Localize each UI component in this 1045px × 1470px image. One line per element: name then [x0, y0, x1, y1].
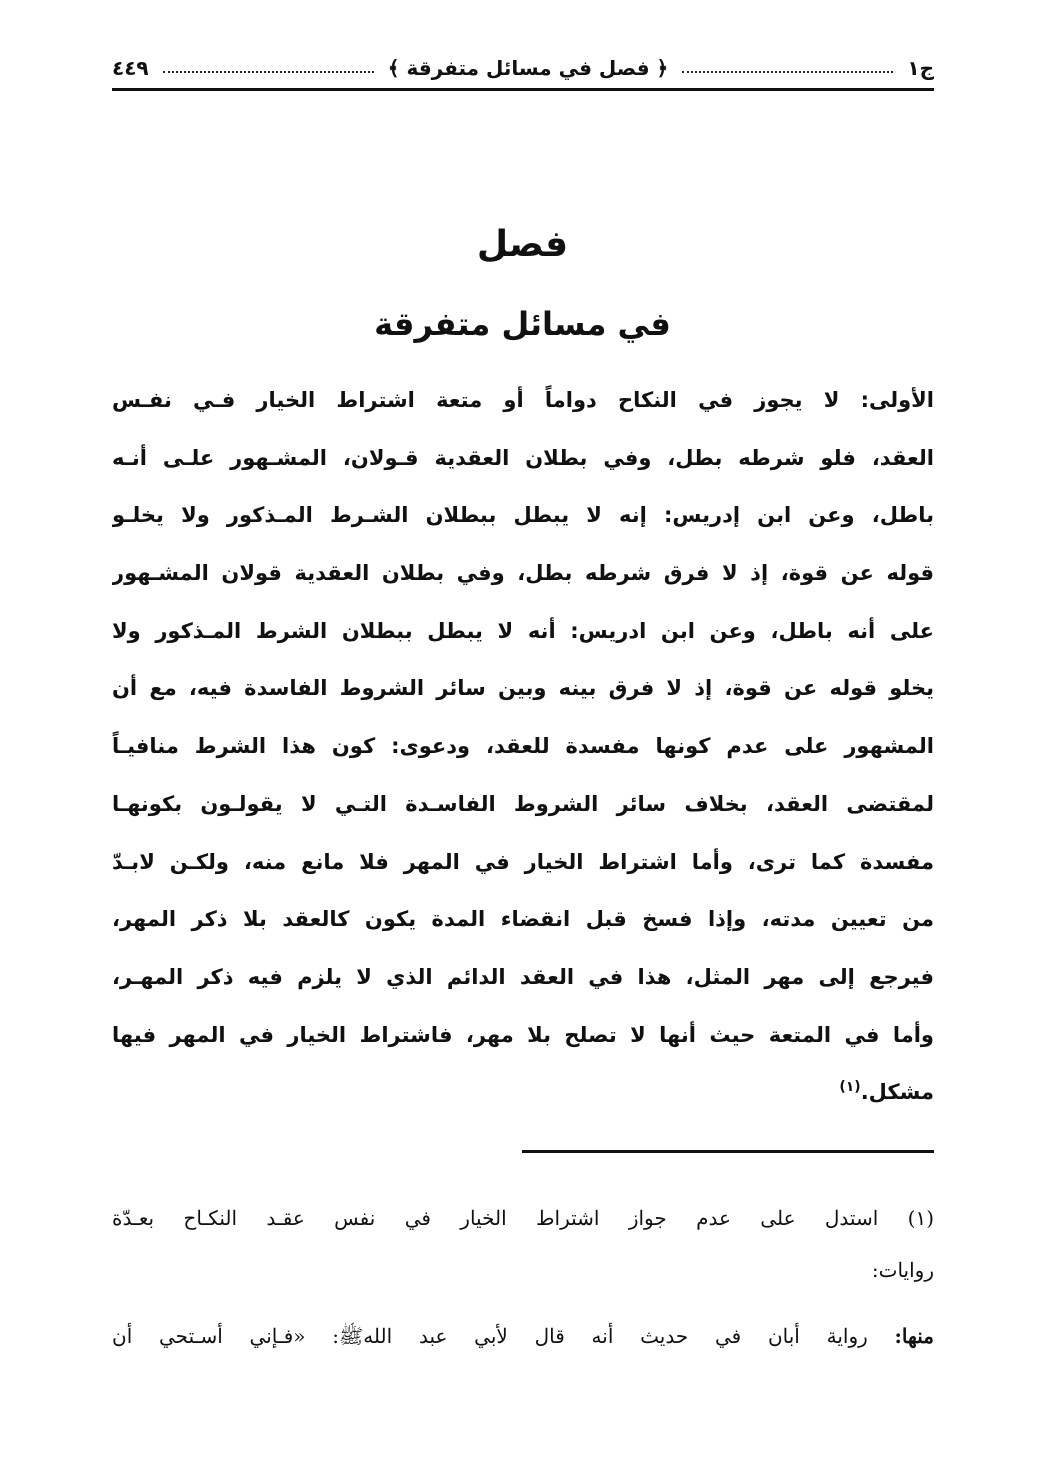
- body-line: لمقتضى العقد، بخلاف سائر الشروط الفاسـدة التـي لا يقولـون بكونهـا: [112, 791, 934, 816]
- header-chapter-title: ﴿ فصل في مسائل متفرقة ﴾: [387, 56, 669, 80]
- page-number: ٤٤٩: [112, 56, 149, 80]
- section-heading: فصل: [476, 224, 569, 265]
- body-line-text: لا يجوز في النكاح دواماً أو متعة اشتراط الخيار فـي نفـس: [112, 388, 840, 412]
- header-dotted-leader: [682, 71, 893, 73]
- running-header: [112, 48, 934, 91]
- footnote-separator: [522, 1150, 934, 1153]
- body-line: على أنه باطل، وعن ابن ادريس: أنه لا يبطل ببطلان الشرط المـذكور ولا: [112, 618, 934, 643]
- body-line: فيرجع إلى مهر المثل، هذا في العقد الدائم الذي لا يلزم فيه ذكر المهـر،: [112, 964, 934, 989]
- footnote-line: روايات:: [871, 1258, 934, 1282]
- footnote-line: (١) استدل على عدم جواز اشتراط الخيار في نفس عقـد النكـاح بعـدّة: [112, 1206, 934, 1230]
- body-line: [112, 1064, 934, 1122]
- body-line: المشهور على عدم كونها مفسدة للعقد، ودعوى: كون هذا الشرط منافيـاً: [112, 734, 934, 759]
- main-body-text: [112, 372, 934, 1122]
- section-subtitle: في مسائل متفرقة: [374, 305, 671, 343]
- footnote-marker: (١): [839, 1079, 861, 1096]
- body-last-line: مشكل.: [860, 1080, 934, 1105]
- body-line: باطل، وعن ابن إدريس: إنه لا يبطل ببطلان الشـرط المـذكور ولا يخلـو: [112, 503, 934, 528]
- footnote-line-text: رواية أبان في حديث أنه قال لأبي عبد اللهﷺ: «فـإني أسـتحي أن: [112, 1324, 868, 1348]
- body-line: وأما في المتعة حيث أنها لا تصلح بلا مهر، فاشتراط الخيار في المهر فيها: [112, 1022, 934, 1047]
- body-line: قوله عن قوة، إذ لا فرق شرطه بطل، وفي بطلان العقدية قولان المشـهور: [112, 561, 934, 586]
- volume-label: ج١: [907, 56, 934, 80]
- footnote-line: [112, 1310, 934, 1362]
- body-line: مفسدة كما ترى، وأما اشتراط الخيار في المهر فلا مانع منه، ولكـن لابـدّ: [112, 849, 934, 874]
- body-line: من تعيين مدته، وإذا فسخ قبل انقضاء المدة يكون كالعقد بلا ذكر المهر،: [112, 907, 934, 932]
- footnotes: [112, 1192, 934, 1362]
- header-dotted-leader: [163, 71, 374, 73]
- body-line: [112, 372, 934, 430]
- body-line: العقد، فلو شرطه بطل، وفي بطلان العقدية قـولان، المشـهور علـى أنـه: [112, 445, 934, 470]
- paragraph-lead: الأولى:: [860, 388, 934, 412]
- body-line: يخلو قوله عن قوة، إذ لا فرق بينه وبين سائر الشروط الفاسدة فيه، مع أن: [112, 676, 934, 701]
- footnote-lead: منها:: [894, 1324, 934, 1348]
